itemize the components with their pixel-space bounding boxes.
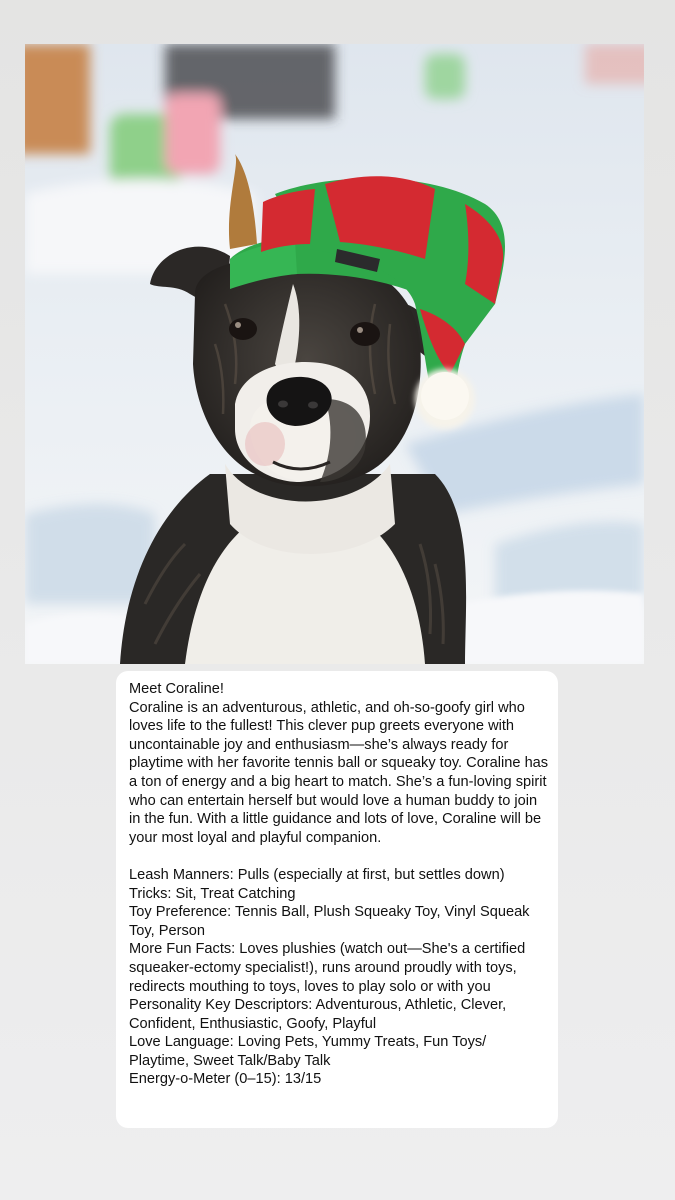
fact-more-fun-facts: More Fun Facts: Loves plushies (watch out—She's a certified squeaker-ectomy specialist!), runs around proudly with toys, redirects mouthing to toys, loves to play solo or with you [129, 941, 530, 995]
caption-spacer [129, 847, 550, 866]
fact-personality: Personality Key Descriptors: Adventurous, Athletic, Clever, Confident, Enthusiastic, Goofy, Playful [129, 997, 511, 1032]
fact-energy-meter: Energy-o-Meter (0–15): 13/15 [129, 1071, 322, 1088]
caption-description: Coraline is an adventurous, athletic, and oh-so-goofy girl who loves life to the fullest! This clever pup greets everyone with uncontainable joy and enthusiasm—she’s always ready for playtime with her favorite tennis ball or squeaky toy. Coraline has a ton of energy and a big heart to match. She’s a fun-loving spirit who can entertain herself but would love a human buddy to join in the fun. With a little guidance and lots of love, Coraline will be your most loyal and playful companion. [129, 699, 553, 846]
fact-tricks: Tricks: Sit, Treat Catching [129, 885, 296, 902]
fact-leash-manners: Leash Manners: Pulls (especially at first, but settles down) [129, 866, 505, 883]
caption-intro: Meet Coraline! [129, 681, 224, 697]
dog-in-elf-hat-illustration [25, 44, 644, 664]
fact-love-language: Love Language: Loving Pets, Yummy Treats, Fun Toys/ Playtime, Sweet Talk/Baby Talk [129, 1034, 491, 1069]
caption-card [116, 671, 558, 1128]
fact-toy-preference: Toy Preference: Tennis Ball, Plush Squeaky Toy, Vinyl Squeak Toy, Person [129, 904, 534, 939]
dog-photo [25, 44, 644, 664]
